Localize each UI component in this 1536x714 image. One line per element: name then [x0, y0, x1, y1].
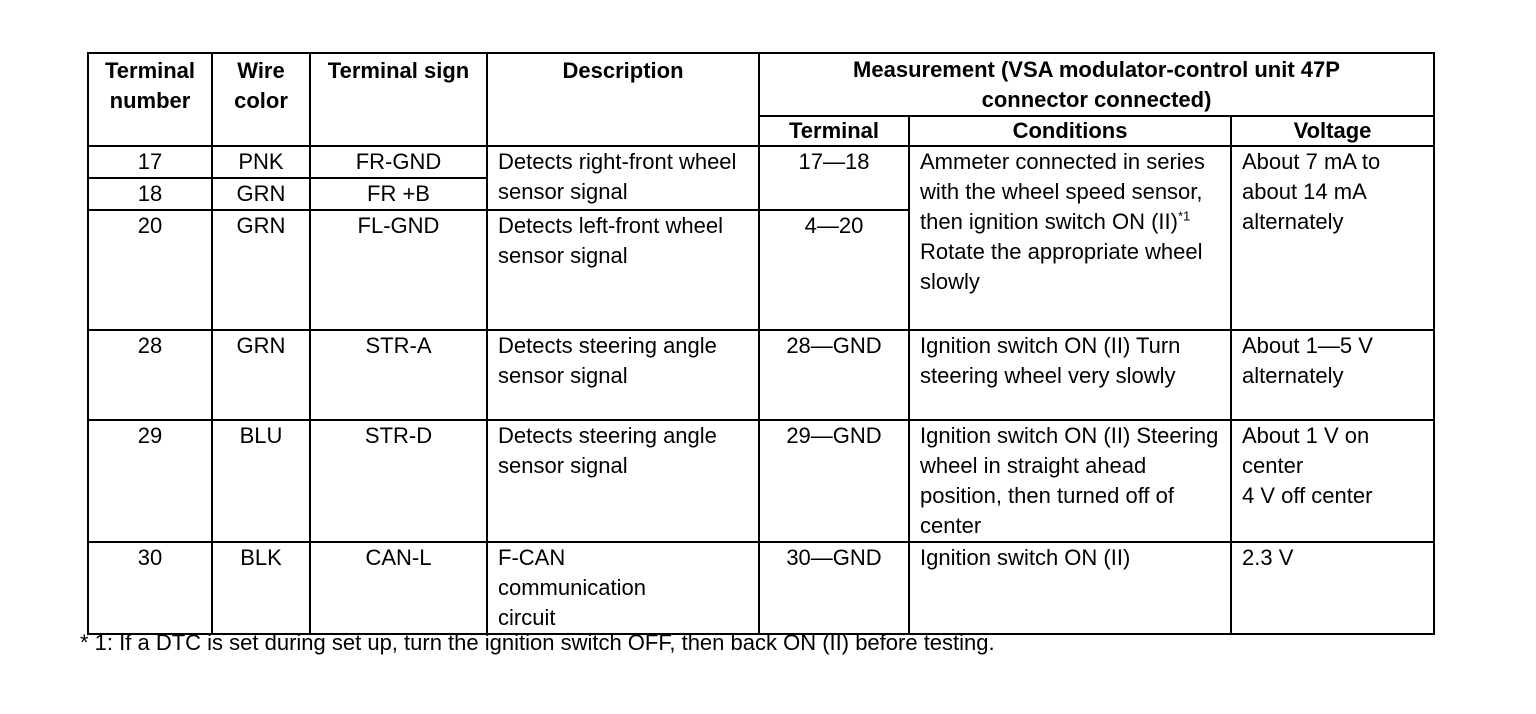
header-description: Description — [487, 53, 759, 146]
measure-terminal-fr: 17—18 — [759, 146, 909, 210]
terminal-table — [87, 52, 1435, 635]
terminal-sign-29: STR-D — [310, 420, 487, 542]
terminal-number-17: 17 — [88, 146, 212, 178]
terminal-sign-28: STR-A — [310, 330, 487, 420]
wire-color-20: GRN — [212, 210, 310, 330]
terminal-number-28: 28 — [88, 330, 212, 420]
voltage-str-d-line2: 4 V off center — [1242, 483, 1373, 508]
header-terminal-number: Terminal number — [88, 53, 212, 146]
header-wire-color: Wire color — [212, 53, 310, 146]
voltage-can-l: 2.3 V — [1231, 542, 1434, 634]
header-conditions: Conditions — [909, 116, 1231, 146]
conditions-str-a: Ignition switch ON (II) Turn steering wheel very slowly — [909, 330, 1231, 420]
wire-color-29: BLU — [212, 420, 310, 542]
wire-color-18: GRN — [212, 178, 310, 210]
voltage-str-d — [1231, 420, 1434, 542]
header-terminal: Terminal — [759, 116, 909, 146]
conditions-wheel — [909, 146, 1231, 330]
description-can-l: F-CAN communication circuit — [487, 542, 759, 634]
wire-color-17: PNK — [212, 146, 310, 178]
header-measurement: Measurement (VSA modulator-control unit 47P connector connected) — [759, 53, 1434, 116]
terminal-number-20: 20 — [88, 210, 212, 330]
header-terminal-sign: Terminal sign — [310, 53, 487, 146]
terminal-sign-17: FR-GND — [310, 146, 487, 178]
measure-terminal-29: 29—GND — [759, 420, 909, 542]
description-fr: Detects right-front wheel sensor signal — [487, 146, 759, 210]
description-fl: Detects left-front wheel sensor signal — [487, 210, 759, 330]
voltage-wheel: About 7 mA to about 14 mA alternately — [1231, 146, 1434, 330]
conditions-wheel-line1: Ammeter connected in series with the wheel speed sensor, then ignition switch ON (II) — [920, 149, 1205, 234]
description-str-a: Detects steering angle sensor signal — [487, 330, 759, 420]
conditions-can-l: Ignition switch ON (II) — [909, 542, 1231, 634]
terminal-sign-30: CAN-L — [310, 542, 487, 634]
conditions-str-d: Ignition switch ON (II) Steering wheel in straight ahead position, then turned off of center — [909, 420, 1231, 542]
terminal-number-29: 29 — [88, 420, 212, 542]
terminal-number-18: 18 — [88, 178, 212, 210]
terminal-sign-20: FL-GND — [310, 210, 487, 330]
measure-terminal-30: 30—GND — [759, 542, 909, 634]
voltage-str-d-line1: About 1 V on center — [1242, 423, 1370, 478]
terminal-sign-18: FR +B — [310, 178, 487, 210]
conditions-wheel-line2: Rotate the appropriate wheel slowly — [920, 239, 1203, 294]
voltage-str-a: About 1—5 V alternately — [1231, 330, 1434, 420]
wire-color-28: GRN — [212, 330, 310, 420]
footnote-mark: *1 — [1177, 208, 1191, 224]
measure-terminal-fl: 4—20 — [759, 210, 909, 330]
description-str-d: Detects steering angle sensor signal — [487, 420, 759, 542]
header-voltage: Voltage — [1231, 116, 1434, 146]
terminal-number-30: 30 — [88, 542, 212, 634]
measure-terminal-28: 28—GND — [759, 330, 909, 420]
footnote: * 1: If a DTC is set during set up, turn the ignition switch OFF, then back ON (II) before testing. — [80, 630, 995, 655]
wire-color-30: BLK — [212, 542, 310, 634]
